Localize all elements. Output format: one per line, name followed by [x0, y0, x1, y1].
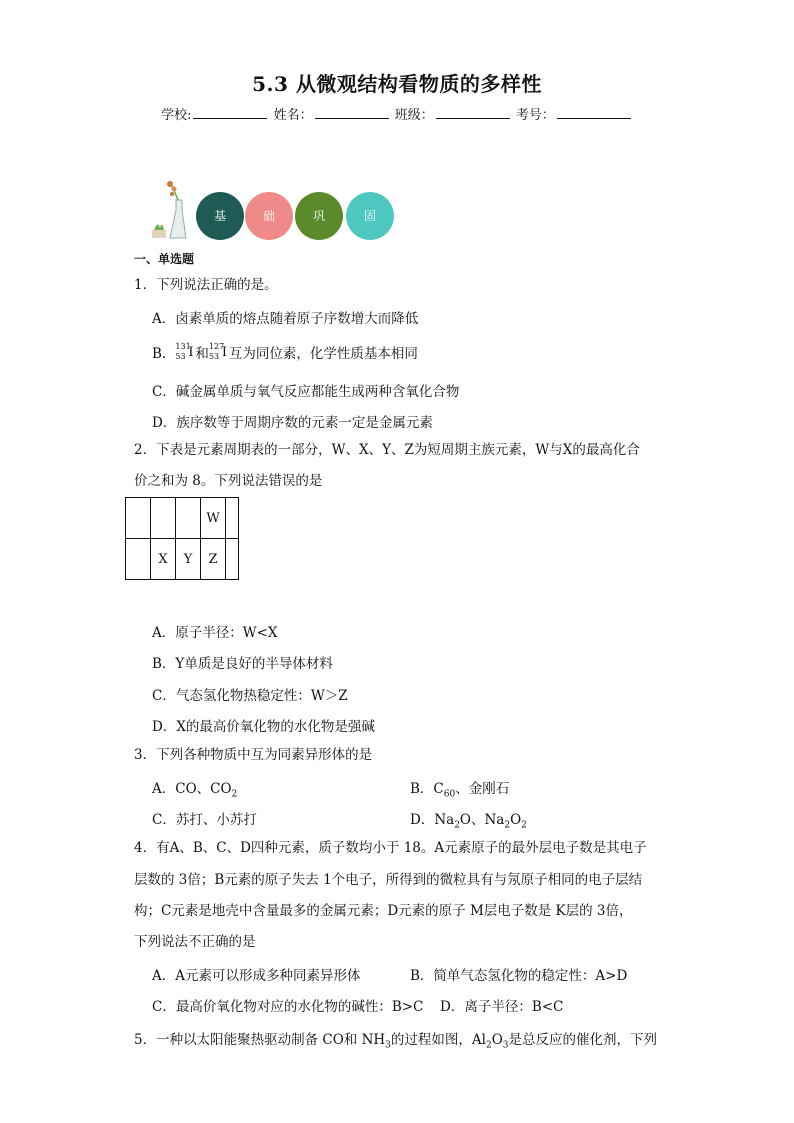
q4-option-d: D．离子半径：B<C	[440, 999, 564, 1015]
isotope-2-number: 53	[208, 352, 220, 361]
q4-option-b: B．简单气态氢化物的稳定性：A>D	[410, 968, 628, 984]
q1-option-b	[152, 342, 418, 362]
table-cell: W	[201, 498, 226, 539]
q2-option-b: B．Y单质是良好的半导体材料	[152, 656, 333, 672]
banner-circle-1: 基	[196, 192, 244, 240]
q4-line1: 4．有A、B、C、D四种元素，质子数均小于 18。A元素原子的最外层电子数是其电子	[134, 840, 647, 856]
q5-mid2: O	[491, 1032, 503, 1048]
periodic-table-fragment	[125, 497, 239, 580]
q2-option-c: C．气态氢化物热稳定性：W＞Z	[152, 688, 348, 704]
q3-option-b	[410, 777, 509, 800]
q3-d-mid2: O	[510, 812, 522, 828]
q3-b-sub: 60	[443, 789, 456, 800]
table-row	[126, 498, 239, 539]
table-cell: X	[151, 539, 176, 580]
q3-stem: 3．下列各种物质中互为同素异形体的是	[134, 747, 373, 763]
q5-post: 是总反应的催化剂，下列	[508, 1032, 658, 1048]
table-cell: Y	[176, 539, 201, 580]
q1-b-suffix: 互为同位素，化学性质基本相同	[228, 346, 418, 362]
q3-a-text: A．CO、CO	[152, 781, 232, 797]
isotope-2-element: I	[221, 345, 228, 360]
q3-a-sub: 2	[231, 789, 238, 800]
isotope-2-mass: 127	[208, 342, 225, 351]
q4-line3: 构；C元素是地壳中含量最多的金属元素；D元素的原子 M层电子数是 K层的 3倍，	[134, 903, 633, 919]
class-field[interactable]	[436, 106, 510, 119]
school-field[interactable]	[193, 106, 267, 119]
exam-no-field[interactable]	[557, 106, 631, 119]
q1-b-and: 和	[195, 346, 209, 362]
q3-d-mid: O、Na	[459, 812, 505, 828]
name-field[interactable]	[315, 106, 389, 119]
q3-b-post: 、金刚石	[455, 781, 510, 797]
table-cell	[126, 498, 151, 539]
q4-line4: 下列说法不正确的是	[134, 934, 256, 950]
banner-circle-3: 巩	[295, 192, 343, 240]
q4-line2: 层数的 3倍；B元素的原子失去 1个电子，所得到的微粒具有与氖原子相同的电子层结	[134, 872, 643, 888]
q3-d-pre: D．Na	[410, 812, 455, 828]
banner-circle-2: 础	[245, 192, 293, 240]
section-banner	[148, 180, 408, 244]
q4-option-c: C．最高价氧化物对应的水化物的碱性：B>C	[152, 999, 424, 1015]
isotope-1	[175, 342, 195, 361]
banner-circle-4: 固	[346, 192, 394, 240]
q4-option-a: A．A元素可以形成多种同素异形体	[152, 968, 361, 984]
name-label: 姓名：	[273, 108, 313, 123]
isotope-1-mass: 131	[175, 342, 191, 351]
table-cell	[126, 539, 151, 580]
q3-d-sub3: 2	[521, 820, 527, 831]
q5-pre: 5．一种以太阳能聚热驱动制备 CO和 NH	[134, 1032, 386, 1048]
q3-option-c: C．苏打、小苏打	[152, 812, 257, 828]
q2-option-d: D．X的最高价氧化物的水化物是强碱	[152, 719, 375, 735]
plant-vase-icon	[148, 180, 188, 240]
page-title: 5.3 从微观结构看物质的多样性	[252, 72, 542, 96]
q3-option-d	[410, 808, 527, 831]
table-row	[126, 539, 239, 580]
q1-option-c: C．碱金属单质与氧气反应都能生成两种含氧化合物	[152, 384, 460, 400]
q3-b-pre: B．C	[410, 781, 444, 797]
isotope-1-number: 53	[175, 352, 186, 361]
q5-sub1: 3	[385, 1040, 391, 1051]
exam-no-label: 考号：	[515, 108, 555, 123]
q5-mid: 的过程如图，Al	[390, 1032, 486, 1048]
q3-option-a	[152, 777, 237, 800]
q1-option-a: A．卤素单质的熔点随着原子序数增大而降低	[152, 311, 419, 327]
section-title: 一、单选题	[134, 252, 195, 266]
class-label: 班级：	[394, 108, 434, 123]
isotope-1-element: I	[188, 345, 194, 360]
student-info-line	[0, 104, 794, 123]
table-cell	[176, 498, 201, 539]
table-cell	[151, 498, 176, 539]
q1-option-d: D．族序数等于周期序数的元素一定是金属元素	[152, 415, 433, 431]
q2-option-a: A．原子半径：W<X	[152, 625, 278, 641]
q5-sub2: 2	[485, 1040, 492, 1051]
table-cell	[226, 539, 239, 580]
q1-b-prefix: B．	[152, 346, 176, 362]
q3-d-sub1: 2	[454, 820, 460, 831]
table-cell: Z	[201, 539, 226, 580]
table-cell	[226, 498, 239, 539]
school-label: 学校:	[161, 108, 192, 123]
q3-d-sub2: 2	[504, 820, 511, 831]
q5-sub3: 3	[502, 1040, 509, 1051]
q2-stem-line2: 价之和为 8。下列说法错误的是	[134, 473, 323, 489]
q2-stem-line1: 2．下表是元素周期表的一部分，W、X、Y、Z为短周期主族元素，W与X的最高化合	[134, 442, 640, 458]
isotope-2	[208, 342, 229, 361]
q5-stem	[134, 1025, 674, 1062]
q1-stem: 1．下列说法正确的是。	[134, 277, 278, 293]
